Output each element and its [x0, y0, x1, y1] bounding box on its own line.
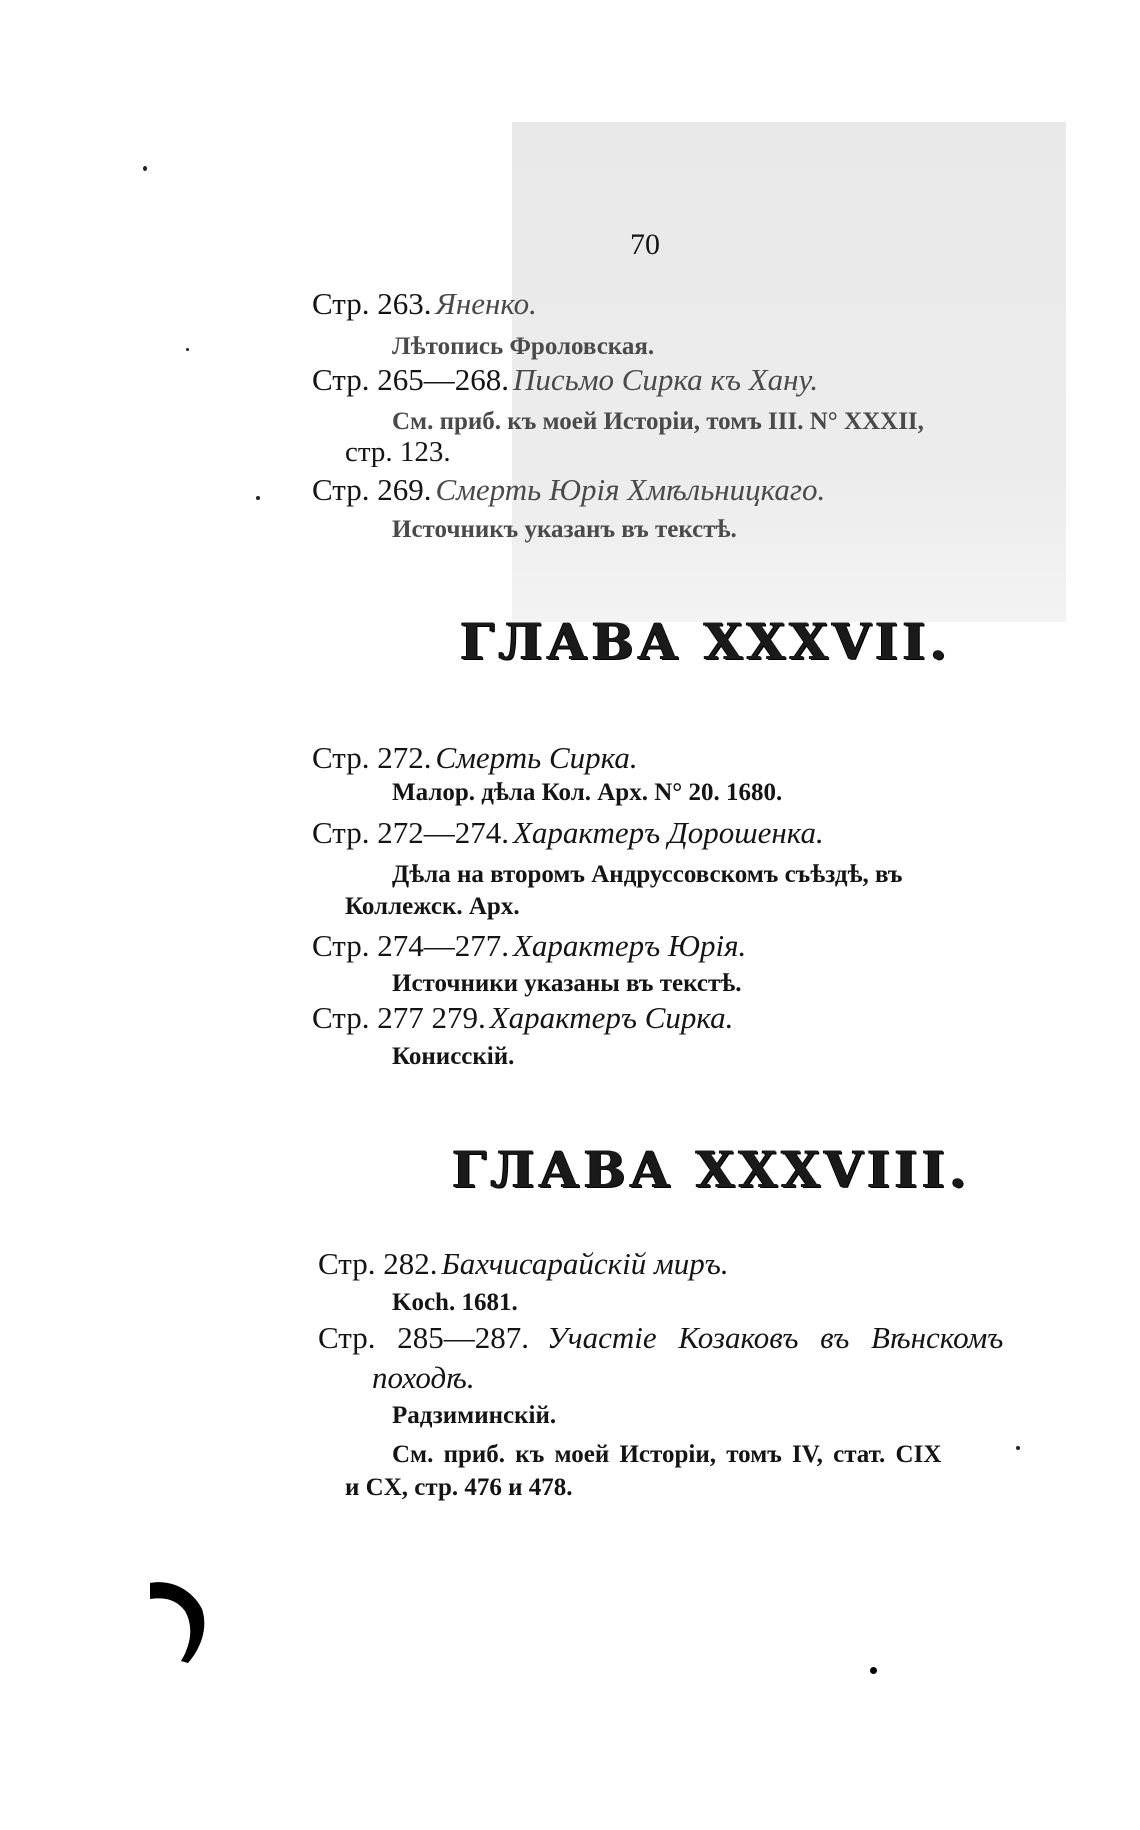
chapter-heading-xxxvii: ГЛАВА XXXVII. [460, 612, 952, 671]
note-entry-274-277 [312, 928, 746, 964]
entry-title: Смерть Сирка. [435, 740, 638, 775]
ink-blot-mark [148, 1575, 208, 1665]
entry-title: Характеръ Сирка. [489, 1000, 734, 1035]
source-note: Koch. 1681. [392, 1289, 518, 1316]
source-note: Радзиминскій. [392, 1402, 557, 1429]
scan-speck [256, 496, 260, 500]
page-reference: Стр. 285—287. [318, 1320, 529, 1355]
page-reference: Стр. 272—274. [312, 815, 509, 850]
scan-speck [186, 348, 189, 351]
entry-title: Письмо Сирка къ Хану. [512, 362, 819, 397]
page-reference: Стр. 263. [312, 286, 432, 321]
chapter-heading-xxxviii: ГЛАВА XXXVIII. [452, 1140, 971, 1199]
scan-speck [143, 166, 147, 171]
scan-speck [870, 1667, 877, 1674]
note-entry-272 [312, 740, 638, 776]
source-note-continuation: стр. 123. [345, 436, 451, 468]
entry-title-continuation: походѣ. [372, 1360, 475, 1395]
entry-title: Характеръ Дорошенка. [512, 815, 824, 850]
note-entry-263 [312, 286, 537, 322]
entry-title: Яненко. [435, 286, 537, 321]
source-note-continuation: и CX, стр. 476 и 478. [345, 1474, 573, 1501]
page-reference: Стр. 269. [312, 472, 432, 507]
note-entry-272-274 [312, 815, 824, 851]
scan-speck [1016, 1446, 1020, 1450]
source-note: Дѣла на второмъ Андруссовскомъ съѣздѣ, въ [392, 861, 903, 888]
entry-title: Бахчисарайскій миръ. [441, 1246, 729, 1281]
note-entry-277-279 [312, 1000, 733, 1036]
source-note: Источникъ указанъ въ текстѣ. [392, 516, 737, 543]
page-reference: Стр. 277 279. [312, 1000, 486, 1035]
note-entry-265 [312, 362, 818, 398]
page-reference: Стр. 265—268. [312, 362, 509, 397]
source-note: Малор. дѣла Кол. Арх. N° 20. 1680. [392, 779, 783, 806]
page-number: 70 [630, 228, 660, 261]
page-reference: Стр. 274—277. [312, 928, 509, 963]
page-reference: Стр. 282. [318, 1246, 438, 1281]
source-note: Лѣтопись Фроловская. [392, 333, 655, 360]
note-entry-269 [312, 472, 825, 508]
note-entry-285-287 [318, 1320, 1003, 1356]
entry-title: Участіе Козаковъ въ Вѣнскомъ [546, 1320, 1004, 1355]
source-note: См. приб. къ моей Исторіи, томъ IV, стат. CIX [392, 1441, 942, 1468]
source-note: Конисскій. [392, 1043, 515, 1070]
source-note: Источники указаны въ текстѣ. [392, 970, 742, 997]
page-reference: Стр. 272. [312, 740, 432, 775]
source-note: См. приб. къ моей Исторіи, томъ III. N° XXXII, [392, 408, 924, 435]
source-note-continuation: Коллежск. Арх. [345, 893, 520, 920]
entry-title: Характеръ Юрія. [512, 928, 747, 963]
entry-title: Смерть Юрія Хмѣльницкаго. [435, 472, 826, 507]
note-entry-282 [318, 1246, 729, 1282]
